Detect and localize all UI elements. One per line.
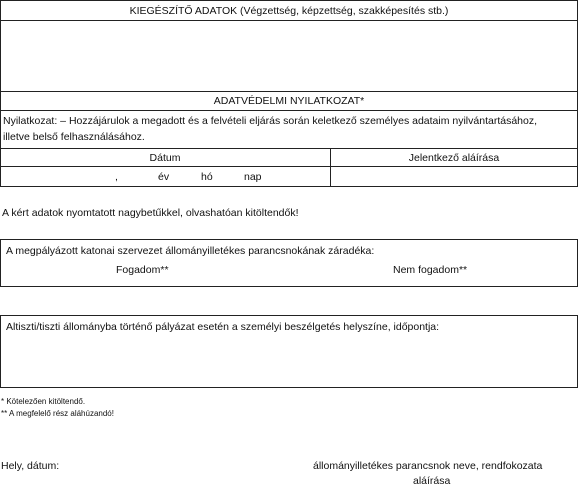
accept-option[interactable]: Fogadom**	[116, 264, 169, 276]
date-day-label: nap	[244, 171, 262, 183]
interview-field[interactable]	[2, 337, 576, 386]
date-year-label: év	[158, 171, 170, 183]
commander-signature-label: aláírása	[413, 475, 451, 487]
reject-option[interactable]: Nem fogadom**	[393, 264, 468, 276]
footnote-underline: ** A megfelelő rész aláhúzandó!	[1, 409, 114, 418]
commander-name-rank-label: állományilletékes parancsnok neve, rendfokozata	[313, 460, 543, 472]
supplementary-bottom-divider	[0, 91, 578, 92]
instruction-text: A kért adatok nyomtatott nagybetűkkel, olvashatóan kitöltendők!	[2, 207, 299, 219]
signature-header: Jelentkező aláírása	[408, 152, 500, 164]
privacy-statement-line2: illetve belső felhasználásához.	[3, 131, 145, 143]
interview-title: Altiszti/tiszti állományba történő pályázat esetén a személyi beszélgetés helyszíne, időpontja:	[6, 321, 440, 333]
signature-field[interactable]	[331, 167, 577, 186]
supplementary-data-field[interactable]	[1, 21, 577, 90]
privacy-header: ADATVÉDELMI NYILATKOZAT*	[213, 95, 365, 107]
date-header: Dátum	[149, 152, 181, 164]
date-month-label: hó	[201, 171, 213, 183]
supplementary-header: KIEGÉSZÍTŐ ADATOK (Végzettség, képzettség, szakképesítés stb.)	[129, 5, 449, 17]
place-date-label: Hely, dátum:	[1, 460, 60, 472]
footnote-mandatory: * Kötelezően kitöltendő.	[1, 397, 86, 406]
privacy-statement-line1: Nyilatkozat: – Hozzájárulok a megadott és a felvételi eljárás során keletkező személyes adataim nyilvántartásához,	[3, 115, 538, 127]
privacy-header-divider	[0, 110, 578, 111]
privacy-statement-divider	[0, 148, 578, 149]
date-comma: ,	[115, 171, 118, 183]
clause-title: A megpályázott katonai szervezet állományilletékes parancsnokának záradéka:	[6, 245, 375, 257]
